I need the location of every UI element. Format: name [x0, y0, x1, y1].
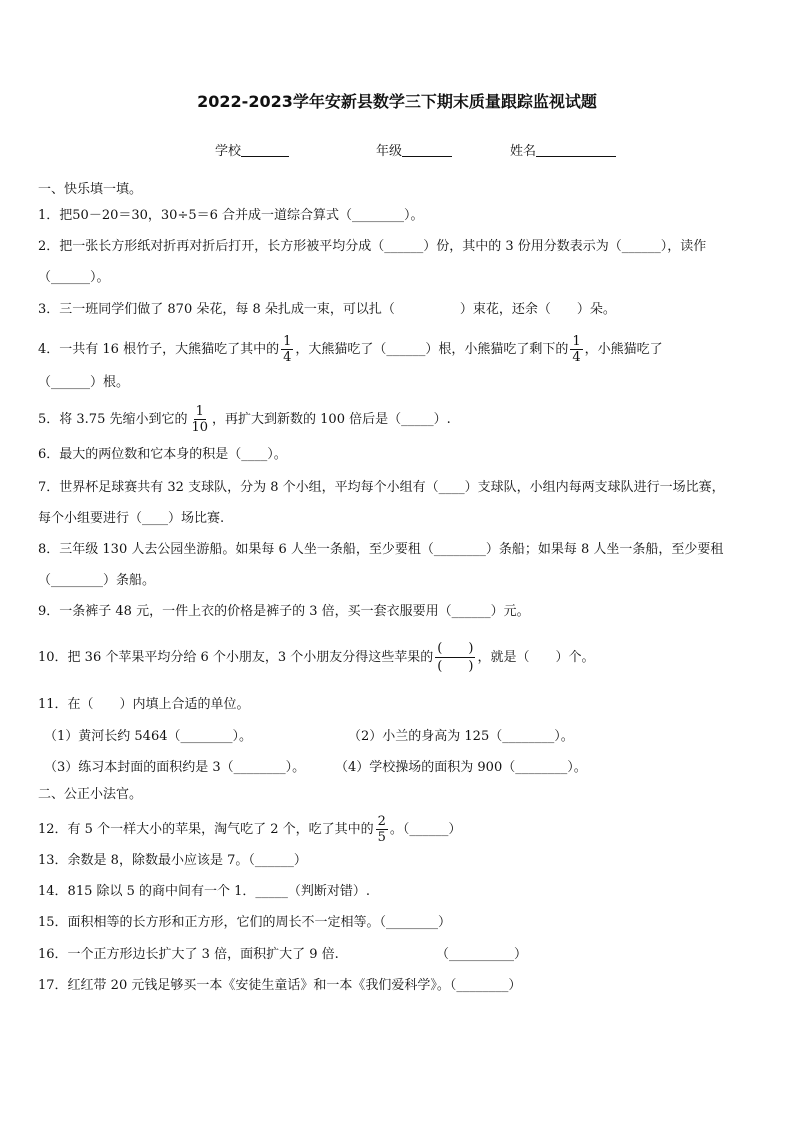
question-4-line-2: （______）根。: [38, 375, 130, 390]
question-2-line-1: 2．把一张长方形纸对折再对折后打开，长方形被平均分成（______）份，其中的 3 份用分数表示为（______），读作: [38, 239, 707, 254]
fraction-numerator: 2: [377, 814, 386, 829]
fraction-numerator: 1: [283, 334, 292, 349]
fraction-denominator: 4: [572, 350, 581, 365]
fraction-blank-denominator[interactable]: ( ): [437, 659, 474, 674]
question-11-part-3: （3）练习本封面的面积约是 3（________）。: [44, 760, 306, 775]
question-10-text-a: 10．把 36 个苹果平均分给 6 个小朋友，3 个小朋友分得这些苹果的: [38, 650, 434, 665]
question-7-line-1: 7．世界杯足球赛共有 32 支球队，分为 8 个小组，平均每个小组有（____）支球队，小组内每两支球队进行一场比赛，: [38, 480, 725, 495]
fraction-blank[interactable]: [435, 640, 475, 675]
question-12-text-b: 。（______）: [389, 822, 462, 837]
question-11-part-4: （4）学校操场的面积为 900（________）。: [335, 760, 587, 775]
question-11-part-2: （2）小兰的身高为 125（________）。: [348, 729, 574, 744]
fraction-denominator: 4: [283, 350, 292, 365]
fraction-one-quarter-a: [281, 334, 293, 365]
fraction-one-quarter-b: [570, 334, 582, 365]
name-field: [510, 140, 616, 159]
question-3: 3．三一班同学们做了 870 朵花，每 8 朵扎成一束，可以扎（ ）束花，还余（ ）朵。: [38, 302, 616, 317]
question-12: [38, 814, 764, 845]
fraction-denominator: 5: [377, 830, 386, 845]
section-2-heading: 二、公正小法官。: [38, 787, 143, 802]
question-12-text-a: 12．有 5 个一样大小的苹果，淘气吃了 2 个，吃了其中的: [38, 822, 374, 837]
question-2-line-2: （______）。: [38, 270, 110, 285]
question-11-part-1: （1）黄河长约 5464（________）。: [44, 729, 252, 744]
question-10: [38, 640, 764, 675]
question-15: 15．面积相等的长方形和正方形，它们的周长不一定相等。（________）: [38, 915, 452, 930]
page-title: 2022-2023学年安新县数学三下期末质量跟踪监视试题: [197, 92, 597, 111]
fraction-numerator: 1: [572, 334, 581, 349]
school-label: 学校: [215, 144, 242, 159]
name-blank[interactable]: [536, 142, 616, 157]
fraction-one-tenth: [189, 404, 210, 435]
question-16-answer-blank[interactable]: （__________）: [436, 947, 528, 962]
section-1-heading: 一、快乐填一填。: [38, 182, 143, 197]
school-blank[interactable]: [241, 142, 289, 157]
grade-blank[interactable]: [402, 142, 452, 157]
grade-label: 年级: [376, 144, 403, 159]
fraction-numerator: 1: [195, 404, 204, 419]
school-field: [215, 140, 289, 159]
question-7-line-2: 每个小组要进行（____）场比赛.: [38, 511, 225, 526]
question-8-line-1: 8．三年级 130 人去公园坐游船。如果每 6 人坐一条船，至少要租（________）条船；如果每 8 人坐一条船，至少要租: [38, 542, 724, 557]
question-4-text-b: ，大熊猫吃了（______）根，小熊猫吃了剩下的: [295, 342, 569, 357]
question-13: 13．余数是 8，除数最小应该是 7。（______）: [38, 853, 307, 868]
question-10-text-b: ，就是（ ）个。: [477, 650, 595, 665]
question-8-line-2: （________）条船。: [38, 573, 156, 588]
grade-field: [376, 140, 452, 159]
name-label: 姓名: [510, 144, 537, 159]
question-5-text-b: ，再扩大到新数的 100 倍后是（_____）.: [212, 412, 451, 427]
fraction-blank-numerator[interactable]: ( ): [437, 641, 474, 656]
question-11-stem: 11．在（ ）内填上合适的单位。: [38, 697, 250, 712]
fraction-two-fifths: [376, 814, 388, 845]
question-5: [38, 404, 764, 435]
question-16: 16．一个正方形边长扩大了 3 倍，面积扩大了 9 倍.: [38, 947, 339, 962]
question-4-text-c: ，小熊猫吃了: [584, 342, 663, 357]
question-14: 14．815 除以 5 的商中间有一个 1．_____（判断对错）.: [38, 884, 371, 899]
fraction-denominator: 10: [191, 420, 209, 435]
question-17: 17．红红带 20 元钱足够买一本《安徒生童话》和一本《我们爱科学》。（________）: [38, 978, 522, 993]
question-9: 9．一条裤子 48 元，一件上衣的价格是裤子的 3 倍，买一套衣服要用（______）元。: [38, 604, 530, 619]
question-1: 1．把50－20＝30，30÷5＝6 合并成一道综合算式（________）。: [38, 208, 424, 223]
question-6: 6．最大的两位数和它本身的积是（____）。: [38, 447, 287, 462]
question-5-text-a: 5．将 3.75 先缩小到它的: [38, 412, 188, 427]
question-4-line-1: [38, 334, 764, 365]
question-4-text-a: 4．一共有 16 根竹子，大熊猫吃了其中的: [38, 342, 280, 357]
